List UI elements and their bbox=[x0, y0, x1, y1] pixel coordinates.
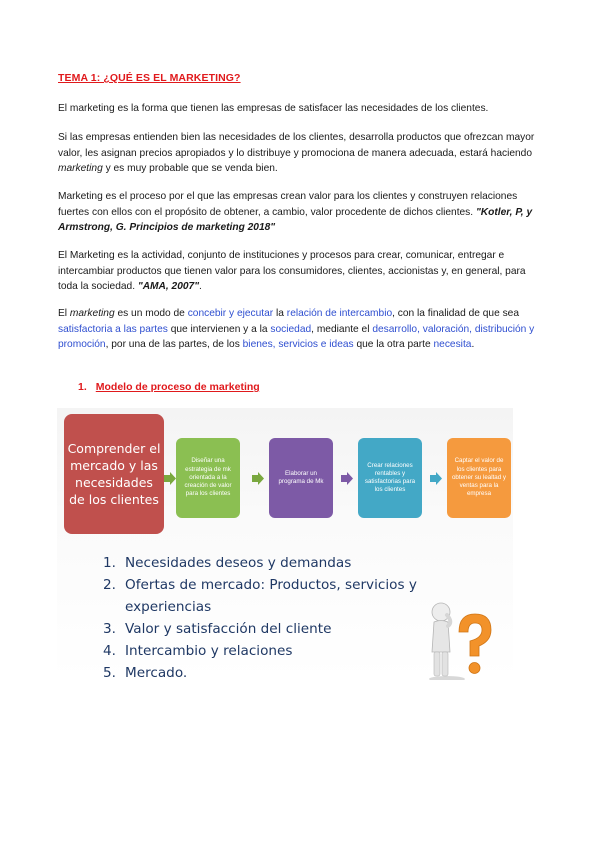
list-item: 2. Ofertas de mercado: Productos, servicios y bbox=[103, 577, 417, 593]
keyword: sociedad bbox=[270, 323, 312, 335]
page-title: TEMA 1: ¿QUÉ ES EL MARKETING? bbox=[58, 72, 241, 84]
list-item: 4. Intercambio y relaciones bbox=[103, 643, 293, 659]
arrow-right-icon bbox=[252, 472, 264, 485]
arrow-right-icon bbox=[430, 472, 442, 485]
list-item: 5. Mercado. bbox=[103, 665, 188, 680]
keyword: necesita bbox=[433, 339, 472, 350]
arrow-right-icon bbox=[341, 472, 353, 485]
list-item: experiencias bbox=[125, 599, 212, 615]
paragraph-kotler: Marketing es el proceso por el que las empresas crean valor para los clientes y construyen relaciones fuertes con ellos con el propósito de obtener, a cambio, valor procedente de dichos clientes. "Kotler, P, y Armstrong, G. Principios de marketing 2018" bbox=[58, 191, 533, 233]
thinking-figure-question-mark-icon bbox=[425, 600, 495, 680]
arrow-right-icon bbox=[164, 472, 176, 485]
keyword: concebir y ejecutar bbox=[187, 308, 274, 319]
keyword: satisfactoria a las partes bbox=[58, 323, 168, 335]
paragraph-business-needs: Si las empresas entienden bien las necesidades de los clientes, desarrolla productos que ofrezcan mayor valor, les asignan precios apropiados y lo distribuye y promociona de manera adecuada, estará haciendo marketing y es muy probable que se venda bien. bbox=[58, 132, 535, 174]
marketing-process-diagram bbox=[57, 408, 513, 680]
step-relationships: Crear relaciones rentables y satisfactorias para los clientes bbox=[358, 438, 422, 518]
ama-citation: "AMA, 2007" bbox=[137, 281, 200, 292]
step-design-strategy: Diseñar una estrategia de mk orientada a la creación de valor para los clientes bbox=[176, 438, 240, 518]
keyword: desarrollo, valoración, distribución y promoción bbox=[58, 323, 535, 350]
concepts-list bbox=[103, 552, 417, 680]
step-program: Elaborar un programa de Mk bbox=[269, 438, 333, 518]
paragraph-marketing-concept: El marketing es un modo de concebir y ejecutar la relación de intercambio, con la finalidad de que sea satisfactoria a las partes que intervienen y a la sociedad, mediante el desarrollo, valoración, distribución y promoción, por una de las partes, de los bienes, servicios e ideas que la otra parte necesita. bbox=[58, 308, 535, 350]
keyword: bienes, servicios e ideas bbox=[242, 339, 354, 350]
paragraph-ama: El Marketing es la actividad, conjunto de instituciones y procesos para crear, comunicar, entregar e intercambiar productos que tienen valor para los consumidores, clientes, accionistas y, en general, para toda la sociedad. "AMA, 2007". bbox=[58, 250, 526, 292]
step-capture-value: Captar el valor de los clientes para obtener su lealtad y ventas para la empresa bbox=[447, 438, 511, 518]
kotler-citation: "Kotler, P, y Armstrong, G. Principios de marketing 2018" bbox=[58, 206, 533, 233]
step-understand-market: Comprender el mercado y las necesidades de los clientes bbox=[64, 414, 164, 534]
section-heading: 1. Modelo de proceso de marketing bbox=[78, 381, 260, 393]
list-item: 3. Valor y satisfacción del cliente bbox=[103, 621, 332, 637]
list-item: 1. Necesidades deseos y demandas bbox=[103, 555, 352, 571]
keyword: relación de intercambio bbox=[286, 308, 393, 319]
paragraph-definition: El marketing es la forma que tienen las empresas de satisfacer las necesidades de los clientes. bbox=[58, 103, 489, 114]
